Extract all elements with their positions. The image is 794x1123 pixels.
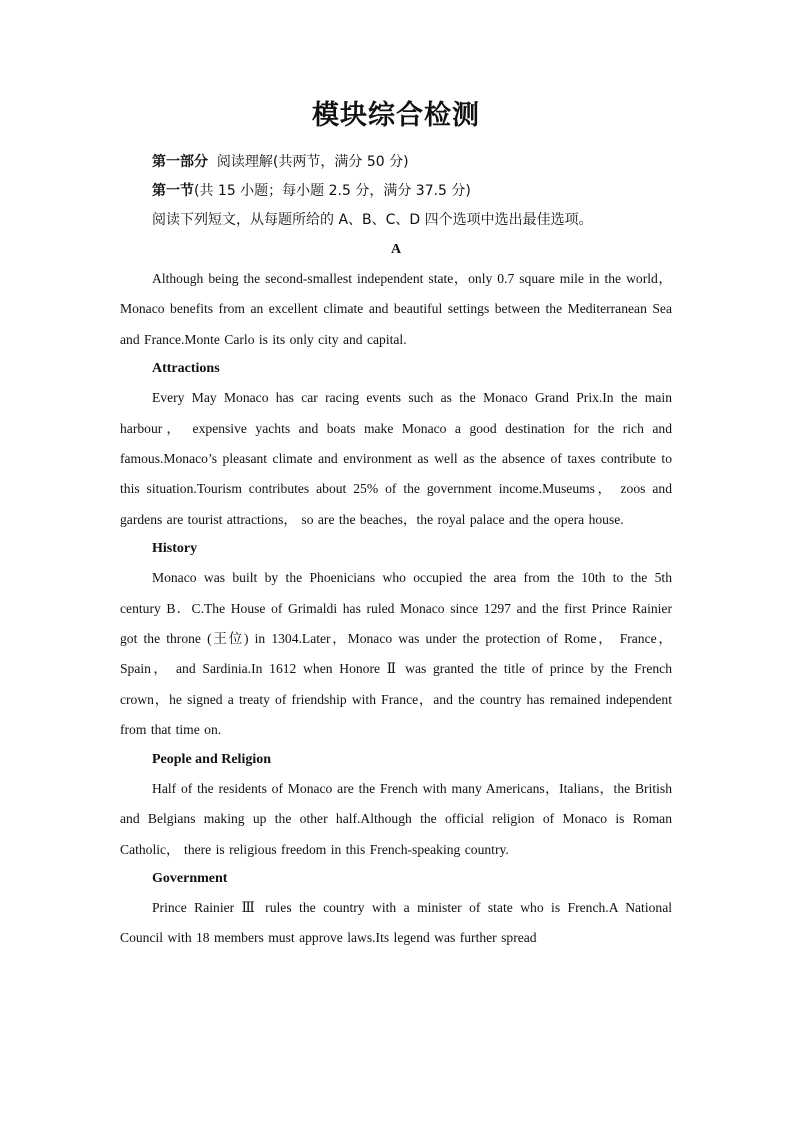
section-line [120, 177, 672, 206]
passage-letter: A [390, 242, 402, 257]
section-text: (共 15 小题；每小题 2.5 分，满分 37.5 分) [194, 183, 471, 199]
part-text: 阅读理解(共两节，满分 50 分) [216, 154, 409, 170]
document-title: 模块综合检测 [312, 100, 480, 131]
section-label: 第一节 [152, 183, 194, 199]
part-line [120, 148, 672, 177]
section-heading-attractions: Attractions [152, 361, 220, 377]
section-text-government: Prince Rainier Ⅲ rules the country with a minister of state who is French.A National Council with 18 members must approve laws.Its legend was further spread [120, 899, 672, 946]
section-heading-history: History [152, 541, 198, 557]
section-text-people-religion: Half of the residents of Monaco are the French with many Americans，Italians，the British and Belgians making up the other half.Although the official religion of Monaco is Roman Catholic， there is religious freedom in this French-speaking country. [120, 780, 672, 857]
part-label: 第一部分 [152, 154, 208, 170]
intro-paragraph: Although being the second-smallest independent state，only 0.7 square mile in the world，Monaco benefits from an excellent climate and beautiful settings between the Mediterranean Sea and France.Monte Carlo is its only city and capital. [120, 271, 672, 347]
section-text-history: Monaco was built by the Phoenicians who occupied the area from the 10th to the 5th century B．C.The House of Grimaldi has ruled Monaco since 1297 and the first Prince Rainier got the throne (王位) in 1304.Later，Monaco was under the protection of Rome， France， Spain， and Sardinia.In 1612 when Honore Ⅱ was granted the title of prince by the French crown，he signed a treaty of friendship with France，and the country has remained independent from that time on. [120, 570, 672, 738]
section-heading-government: Government [152, 870, 228, 886]
section-heading-people-religion: People and Religion [152, 751, 272, 767]
instruction-line: 阅读下列短文，从每题所给的 A、B、C、D 四个选项中选出最佳选项。 [152, 212, 593, 228]
document-page [120, 96, 672, 954]
section-text-attractions: Every May Monaco has car racing events such as the Monaco Grand Prix.In the main harbour， expensive yachts and boats make Monaco a good destination for the rich and famous.Monaco’s pleasant climate and environment as well as the absence of taxes contribute to this situation.Tourism contributes about 25% of the government income.Museums， zoos and gardens are tourist attractions， so are the beaches，the royal palace and the opera house. [120, 390, 672, 527]
